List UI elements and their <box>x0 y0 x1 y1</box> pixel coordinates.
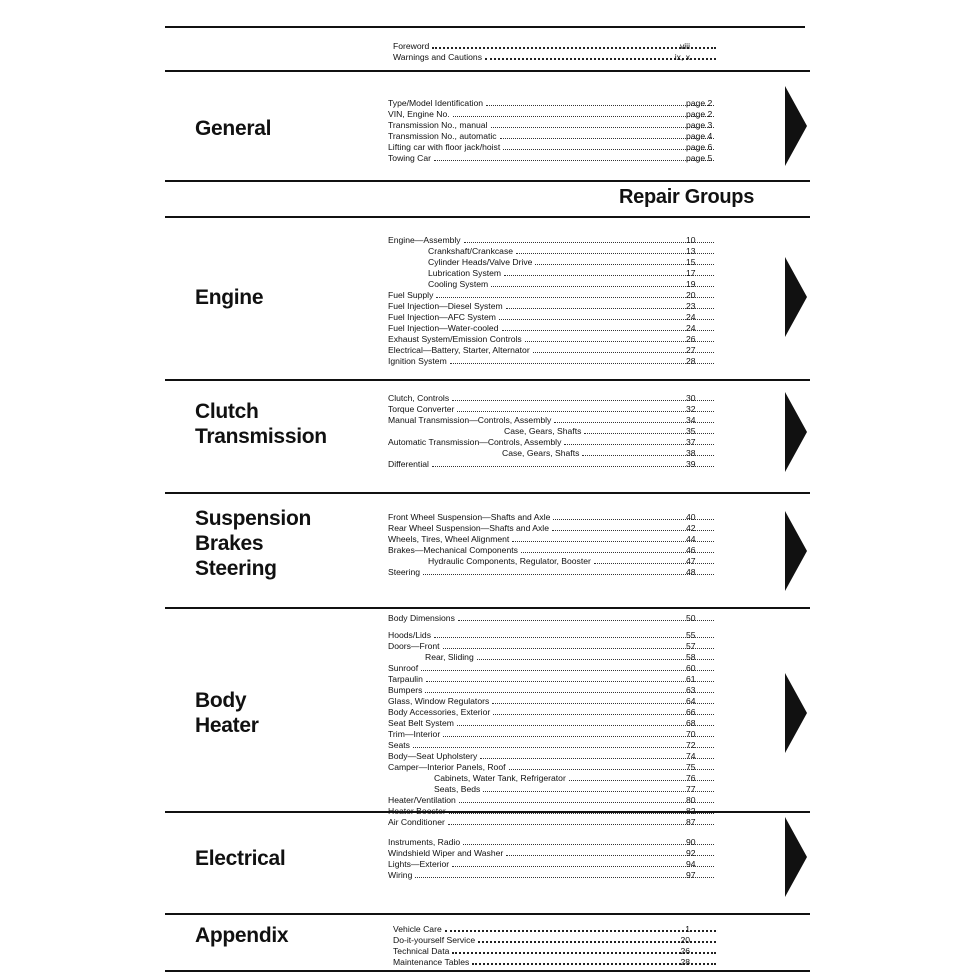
toc-entry[interactable] <box>393 956 716 967</box>
leader-dots <box>453 116 714 117</box>
toc-entry[interactable] <box>388 355 718 366</box>
toc-entry[interactable] <box>388 119 718 130</box>
toc-entry-label: Foreword <box>393 41 430 51</box>
leader-dots <box>421 670 714 671</box>
toc-entry[interactable] <box>388 816 718 827</box>
toc-entry-label: Hydraulic Components, Regulator, Booster <box>428 556 591 566</box>
toc-entry-label: Type/Model Identification <box>388 98 484 108</box>
toc-entry-page: 37 <box>686 437 696 447</box>
toc-entry[interactable] <box>388 278 718 289</box>
toc-entry-label: Cabinets, Water Tank, Refrigerator <box>434 773 566 783</box>
toc-entry[interactable] <box>388 783 718 794</box>
leader-dots <box>445 930 716 932</box>
leader-dots <box>448 824 714 825</box>
toc-entry-page: 70 <box>686 729 696 739</box>
toc-entry[interactable] <box>388 566 718 577</box>
section-title-engine: Engine <box>195 286 264 309</box>
toc-entry-label: Lubrication System <box>428 268 502 278</box>
toc-entry-label: Doors—Front <box>388 641 440 651</box>
toc-entry-label: Sunroof <box>388 663 419 673</box>
toc-entry[interactable] <box>388 152 718 163</box>
toc-entry-page: 82 <box>686 806 696 816</box>
toc-entry-label: Torque Converter <box>388 404 455 414</box>
toc-entry-page: 63 <box>686 685 696 695</box>
leader-dots <box>463 844 714 845</box>
toc-entry-page: 55 <box>686 630 696 640</box>
toc-entry-page: page 4 <box>686 131 713 141</box>
toc-entry[interactable] <box>388 311 718 322</box>
toc-entry-page: 10 <box>686 235 696 245</box>
toc-entry-page: 32 <box>686 404 696 414</box>
leader-dots <box>480 758 714 759</box>
toc-entry[interactable] <box>388 522 718 533</box>
toc-entry[interactable] <box>388 858 718 869</box>
leader-dots <box>426 681 714 682</box>
rule-after-repair-groups <box>165 216 810 218</box>
toc-entry-label: Clutch, Controls <box>388 393 450 403</box>
section-title-electrical: Electrical <box>195 847 286 870</box>
rule-after-electrical <box>165 913 810 915</box>
toc-entry-page: page 3 <box>686 120 713 130</box>
toc-entry-page: 76 <box>686 773 696 783</box>
toc-entry-page: page 5 <box>686 153 713 163</box>
leader-dots <box>491 286 714 287</box>
toc-entry-page: 77 <box>686 784 696 794</box>
leader-dots <box>506 855 714 856</box>
toc-entry[interactable] <box>388 344 718 355</box>
toc-entry-page: 26 <box>680 946 690 956</box>
toc-entry-label: Body—Seat Upholstery <box>388 751 478 761</box>
toc-entry-label: Brakes—Mechanical Components <box>388 545 518 555</box>
leader-dots <box>472 963 716 965</box>
toc-entry-label: Automatic Transmission—Controls, Assembly <box>388 437 562 447</box>
toc-entry-page: page 2 <box>686 109 713 119</box>
toc-entry-page: viii <box>679 41 690 51</box>
toc-entry[interactable] <box>388 794 718 805</box>
toc-entry-label: Maintenance Tables <box>393 957 470 967</box>
leader-dots <box>452 866 714 867</box>
toc-entry-page: 17 <box>686 268 696 278</box>
toc-entry[interactable] <box>388 256 718 267</box>
toc-entry[interactable] <box>388 245 718 256</box>
toc-entry[interactable] <box>388 847 718 858</box>
toc-entry[interactable] <box>388 612 718 623</box>
toc-entry-label: Engine—Assembly <box>388 235 461 245</box>
leader-dots <box>434 637 714 638</box>
toc-entry-label: Wiring <box>388 870 413 880</box>
toc-entry-label: Do-it-yourself Service <box>393 935 476 945</box>
toc-entry[interactable] <box>388 130 718 141</box>
toc-entry-label: Exhaust System/Emission Controls <box>388 334 522 344</box>
toc-entry-page: 13 <box>686 246 696 256</box>
toc-entry-label: Electrical—Battery, Starter, Alternator <box>388 345 530 355</box>
toc-entry[interactable] <box>388 425 718 436</box>
toc-entry-page: 47 <box>686 556 696 566</box>
toc-entry[interactable] <box>388 300 718 311</box>
toc-entry-label: Steering <box>388 567 421 577</box>
toc-entry-page: page 2 <box>686 98 713 108</box>
toc-entry[interactable] <box>388 761 718 772</box>
toc-entry-page: 19 <box>686 279 696 289</box>
toc-entry[interactable] <box>388 289 718 300</box>
toc-entry-label: Windshield Wiper and Washer <box>388 848 504 858</box>
leader-dots <box>457 725 714 726</box>
leader-dots <box>443 648 714 649</box>
toc-entry-page: 75 <box>686 762 696 772</box>
toc-entry-page: 15 <box>686 257 696 267</box>
toc-entry-page: 94 <box>686 859 696 869</box>
toc-entry-label: Transmission No., automatic <box>388 131 497 141</box>
toc-entry-page: 34 <box>686 415 696 425</box>
leader-dots <box>516 253 714 254</box>
leader-dots <box>500 138 714 139</box>
toc-entry-label: Body Accessories, Exterior <box>388 707 491 717</box>
toc-entry[interactable] <box>388 750 718 761</box>
toc-entry-page: 40 <box>686 512 696 522</box>
toc-entry[interactable] <box>393 934 716 945</box>
toc-entry-page: 74 <box>686 751 696 761</box>
toc-entry-label: Fuel Injection—Diesel System <box>388 301 503 311</box>
toc-entry[interactable] <box>388 458 718 469</box>
toc-entry-label: Trim—Interior <box>388 729 441 739</box>
toc-entry-label: Seat Belt System <box>388 718 454 728</box>
toc-entry-label: Fuel Supply <box>388 290 434 300</box>
toc-entry-page: 50 <box>686 613 696 623</box>
section-tab-arrow-engine[interactable] <box>785 257 807 337</box>
rule-after-suspension <box>165 607 810 609</box>
toc-entry[interactable] <box>388 684 718 695</box>
toc-entry[interactable] <box>388 739 718 750</box>
toc-entry-page: 28 <box>680 957 690 967</box>
toc-entry[interactable] <box>388 629 718 640</box>
leader-dots <box>512 541 714 542</box>
repair-groups-heading: Repair Groups <box>619 186 755 208</box>
toc-entry[interactable] <box>388 836 718 847</box>
toc-entry-label: Instruments, Radio <box>388 837 461 847</box>
leader-dots <box>436 297 714 298</box>
toc-entry[interactable] <box>388 108 718 119</box>
toc-entry-page: ix, x <box>674 52 690 62</box>
toc-entry-label: Bumpers <box>388 685 423 695</box>
toc-entry-page: 27 <box>686 345 696 355</box>
toc-entry-page: 90 <box>686 837 696 847</box>
toc-entry-label: Lights—Exterior <box>388 859 450 869</box>
toc-entry[interactable] <box>388 234 718 245</box>
section-tab-arrow-suspension[interactable] <box>785 511 807 591</box>
section-title-general: General <box>195 117 272 140</box>
toc-entry-label: Cooling System <box>428 279 489 289</box>
toc-entry[interactable] <box>393 40 716 51</box>
toc-entry[interactable] <box>388 267 718 278</box>
toc-entry-page: page 6 <box>686 142 713 152</box>
rule-after-general <box>165 180 810 182</box>
rule-after-front-matter <box>165 70 810 72</box>
toc-entry-page: 48 <box>686 567 696 577</box>
toc-entry-page: 20 <box>686 290 696 300</box>
toc-entry-label: Transmission No., manual <box>388 120 488 130</box>
leader-dots <box>509 769 715 770</box>
toc-entry[interactable] <box>393 51 716 62</box>
toc-entry-label: Case, Gears, Shafts <box>502 448 580 458</box>
toc-entry-label: Seats, Beds <box>434 784 481 794</box>
leader-dots <box>432 466 714 467</box>
toc-entry-label: Rear Wheel Suspension—Shafts and Axle <box>388 523 549 533</box>
leader-dots <box>415 877 714 878</box>
toc-entry-page: 23 <box>686 301 696 311</box>
toc-entry-label: Differential <box>388 459 429 469</box>
toc-entry-label: Camper—Interior Panels, Roof <box>388 762 506 772</box>
toc-entry-page: 44 <box>686 534 696 544</box>
toc-entry[interactable] <box>388 772 718 783</box>
toc-entry[interactable] <box>388 333 718 344</box>
toc-entry-label: Front Wheel Suspension—Shafts and Axle <box>388 512 551 522</box>
section-title-clutch-transmission: Clutch Transmission <box>195 400 327 448</box>
toc-entry[interactable] <box>388 651 718 662</box>
toc-entry[interactable] <box>388 673 718 684</box>
toc-entry[interactable] <box>388 717 718 728</box>
leader-dots <box>434 160 714 161</box>
leader-dots <box>458 620 714 621</box>
toc-entry-page: 72 <box>686 740 696 750</box>
toc-entry[interactable] <box>388 392 718 403</box>
toc-entry-label: Rear, Sliding <box>425 652 474 662</box>
leader-dots <box>483 791 714 792</box>
toc-entry-page: 80 <box>686 795 696 805</box>
leader-dots <box>423 574 714 575</box>
section-tab-arrow-body[interactable] <box>785 673 807 753</box>
toc-entry-page: 20 <box>680 935 690 945</box>
toc-entry-page: 66 <box>686 707 696 717</box>
toc-entry[interactable] <box>388 403 718 414</box>
toc-entry-label: Tarpaulin <box>388 674 423 684</box>
toc-entry-label: Case, Gears, Shafts <box>504 426 582 436</box>
section-title-appendix: Appendix <box>195 924 289 947</box>
toc-entry[interactable] <box>388 695 718 706</box>
toc-entry-page: 38 <box>686 448 696 458</box>
toc-entry-page: 97 <box>686 870 696 880</box>
leader-dots <box>491 127 715 128</box>
toc-entry-label: Hoods/Lids <box>388 630 431 640</box>
toc-entry-label: Ignition System <box>388 356 447 366</box>
toc-entry-page: 58 <box>686 652 696 662</box>
toc-entry-label: Heater Booster <box>388 806 446 816</box>
leader-dots <box>502 330 715 331</box>
rule-top <box>165 26 805 28</box>
leader-dots <box>457 411 714 412</box>
toc-entry-page: 24 <box>686 312 696 322</box>
leader-dots <box>506 308 714 309</box>
toc-entry-label: Wheels, Tires, Wheel Alignment <box>388 534 510 544</box>
toc-entry-page: 46 <box>686 545 696 555</box>
toc-entry[interactable] <box>388 544 718 555</box>
rule-bottom <box>165 970 810 972</box>
toc-entry-page: 35 <box>686 426 696 436</box>
toc-entry-label: Warnings and Cautions <box>393 52 483 62</box>
section-title-body-heater: Body Heater <box>195 689 259 737</box>
toc-entry-page: 26 <box>686 334 696 344</box>
leader-dots <box>504 275 714 276</box>
rule-after-engine <box>165 379 810 381</box>
leader-dots <box>413 747 714 748</box>
toc-entry-page: 87 <box>686 817 696 827</box>
section-tab-arrow-general[interactable] <box>785 86 807 166</box>
toc-entry-label: Fuel Injection—Water-cooled <box>388 323 499 333</box>
toc-entry-label: Towing Car <box>388 153 431 163</box>
leader-dots <box>486 105 714 106</box>
toc-entry-label: Technical Data <box>393 946 450 956</box>
leader-dots <box>449 813 714 814</box>
toc-entry-label: Lifting car with floor jack/hoist <box>388 142 501 152</box>
leader-dots <box>503 149 714 150</box>
section-tab-arrow-clutch[interactable] <box>785 392 807 472</box>
leader-dots <box>459 802 714 803</box>
toc-entry[interactable] <box>388 662 718 673</box>
toc-entry[interactable] <box>388 533 718 544</box>
toc-entry-page: 42 <box>686 523 696 533</box>
toc-entry-page: 24 <box>686 323 696 333</box>
toc-entry-label: Manual Transmission—Controls, Assembly <box>388 415 552 425</box>
toc-entry[interactable] <box>388 447 718 458</box>
toc-entry[interactable] <box>388 322 718 333</box>
toc-entry-label: Seats <box>388 740 410 750</box>
toc-entry[interactable] <box>393 923 716 934</box>
leader-dots <box>464 242 714 243</box>
toc-entry-label: Heater/Ventilation <box>388 795 456 805</box>
toc-entry-page: 30 <box>686 393 696 403</box>
toc-entry[interactable] <box>388 869 718 880</box>
toc-entry[interactable] <box>388 97 718 108</box>
toc-entry-page: 60 <box>686 663 696 673</box>
toc-entry-page: 61 <box>686 674 696 684</box>
toc-entry-page: 1 <box>685 924 690 934</box>
leader-dots <box>492 703 714 704</box>
toc-entry-label: Glass, Window Regulators <box>388 696 490 706</box>
toc-entry-page: 92 <box>686 848 696 858</box>
leader-dots <box>493 714 714 715</box>
toc-entry-page: 57 <box>686 641 696 651</box>
leader-dots <box>450 363 714 364</box>
section-title-suspension-brakes-steering: Suspension Brakes Steering <box>195 507 312 580</box>
toc-entry-page: 28 <box>686 356 696 366</box>
leader-dots <box>452 952 716 954</box>
toc-entry[interactable] <box>388 805 718 816</box>
leader-dots <box>425 692 714 693</box>
toc-entry[interactable] <box>388 511 718 522</box>
leader-dots <box>452 400 714 401</box>
toc-entry[interactable] <box>388 414 718 425</box>
toc-entry-label: Crankshaft/Crankcase <box>428 246 514 256</box>
section-tab-arrow-electrical[interactable] <box>785 817 807 897</box>
toc-entry-page: 64 <box>686 696 696 706</box>
toc-entry-page: 39 <box>686 459 696 469</box>
leader-dots <box>432 47 716 49</box>
toc-entry-label: Fuel Injection—AFC System <box>388 312 496 322</box>
leader-dots <box>443 736 714 737</box>
toc-entry[interactable] <box>388 640 718 651</box>
toc-entry-label: Body Dimensions <box>388 613 455 623</box>
toc-entry[interactable] <box>388 706 718 717</box>
leader-dots <box>477 659 714 660</box>
toc-entry-label: Air Conditioner <box>388 817 445 827</box>
rule-after-clutch <box>165 492 810 494</box>
toc-entry[interactable] <box>388 555 718 566</box>
toc-entry-label: Vehicle Care <box>393 924 442 934</box>
toc-entry[interactable] <box>393 945 716 956</box>
toc-entry-page: 68 <box>686 718 696 728</box>
toc-entry[interactable] <box>388 141 718 152</box>
toc-entry[interactable] <box>388 728 718 739</box>
toc-entry[interactable] <box>388 436 718 447</box>
toc-entry-label: VIN, Engine No. <box>388 109 450 119</box>
toc-entry-label: Cylinder Heads/Valve Drive <box>428 257 533 267</box>
leader-dots <box>499 319 714 320</box>
